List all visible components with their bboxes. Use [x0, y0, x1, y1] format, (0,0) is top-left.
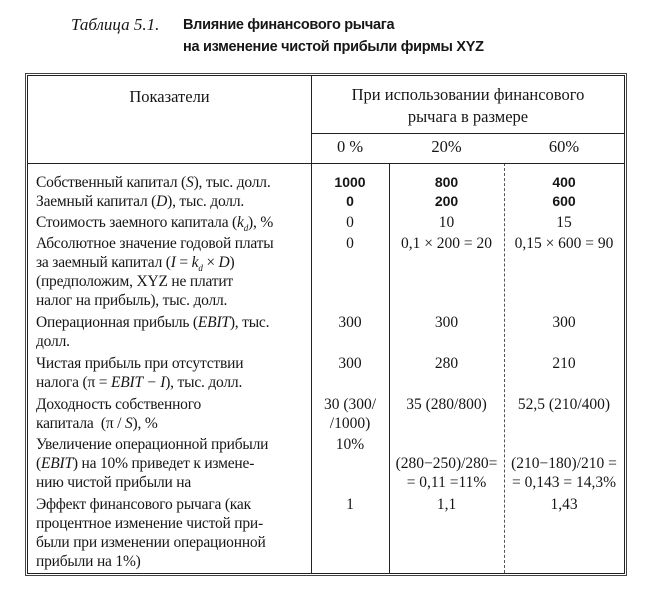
value-60-percent: 1,43: [550, 496, 578, 513]
row-label-part: Доходность собственного капитала (π /: [36, 396, 202, 432]
row-label-part: S: [186, 174, 194, 191]
row-label-part: ) (предположим, XYZ не платит налог на прибыль), тыс. долл.: [36, 254, 235, 309]
row-label-part: D: [156, 193, 168, 210]
value-60-percent: 300: [552, 314, 576, 331]
row-label: [36, 495, 312, 571]
row-label-part: ×: [202, 254, 219, 271]
value-20-percent: 35 (280/800): [406, 396, 487, 413]
value-20-percent: 280: [434, 355, 459, 372]
row-label-part: D: [218, 254, 230, 271]
row-label-part: I: [170, 254, 176, 271]
row-label: [36, 234, 312, 310]
header-divider: [311, 133, 624, 134]
row-label-part: k: [191, 254, 199, 271]
row-label-part: EBIT: [197, 314, 230, 331]
row-label-part: ), тыс. долл.: [36, 314, 270, 350]
header-divider: [28, 163, 624, 164]
row-label-part: S: [124, 415, 133, 432]
row-label: [36, 173, 312, 192]
row-label-part: ), тыс. долл.: [193, 174, 271, 191]
row-label-part: Собственный капитал (: [36, 174, 187, 191]
value-0-percent: 10%: [335, 436, 365, 453]
header-col-60: 60%: [548, 137, 580, 156]
row-label: [36, 313, 312, 351]
value-20-percent: (280−250)/280= = 0,11 =11%: [395, 455, 498, 491]
header-group: При использовании финансового рычага в размере: [351, 85, 585, 126]
value-0-percent: 1000: [334, 174, 366, 190]
leverage-table: [27, 75, 625, 574]
value-0-percent: 30 (300/ /1000): [323, 396, 377, 432]
row-label-part: ), %: [132, 415, 158, 432]
row-label-part: d: [243, 223, 249, 234]
value-60-percent: 52,5 (210/400): [517, 396, 611, 413]
row-label-part: Абсолютное значение годовой платы за заемный капитал (: [36, 235, 274, 271]
row-label-part: Чистая прибыль при отсутствии налога (π =: [36, 355, 244, 391]
value-20-percent: 300: [434, 314, 459, 331]
value-20-percent: 1,1: [436, 496, 457, 513]
row-label-part: EBIT − I: [111, 374, 166, 391]
row-label-part: Увеличение операционной прибыли (: [36, 436, 269, 472]
row-label-part: Стоимость заемного капитала (: [36, 214, 238, 231]
row-label: [36, 192, 312, 211]
row-label-part: Эффект финансового рычага (как процентное изменение чистой при- были при изменении операционной прибыли на 1%): [36, 496, 266, 570]
value-20-percent: 800: [434, 174, 459, 190]
row-label: [36, 395, 312, 433]
table-title: [183, 14, 484, 58]
row-label: [36, 213, 312, 232]
row-label-part: ), %: [248, 214, 274, 231]
value-60-percent: 600: [552, 193, 576, 209]
value-0-percent: 0: [346, 193, 354, 209]
table-title-line1: Влияние финансового рычага: [183, 17, 395, 33]
row-label-part: EBIT: [40, 455, 73, 472]
value-0-percent: 0: [346, 214, 354, 231]
table-title-line2: на изменение чистой прибыли фирмы XYZ: [183, 39, 484, 55]
row-label-part: ) на 10% приведет к измене- нию чистой прибыли на: [36, 455, 255, 491]
header-indicators: Показатели: [129, 87, 210, 106]
value-60-percent: 400: [552, 174, 576, 190]
row-label-part: ), тыс. долл.: [167, 193, 245, 210]
value-20-percent: 200: [434, 193, 459, 209]
header-col-20: 20%: [431, 137, 462, 156]
row-label: [36, 435, 312, 492]
value-60-percent: (210−180)/210 = = 0,143 = 14,3%: [511, 455, 617, 491]
row-label-part: ), тыс. долл.: [165, 374, 243, 391]
value-0-percent: 300: [338, 314, 362, 331]
value-60-percent: 0,15 × 600 = 90: [514, 235, 614, 252]
row-label: [36, 354, 312, 392]
value-20-percent: 10: [438, 214, 455, 231]
value-20-percent: 0,1 × 200 = 20: [400, 235, 493, 252]
row-label-part: k: [237, 214, 244, 231]
row-label-part: Заемный капитал (: [36, 193, 157, 210]
value-60-percent: 15: [556, 214, 572, 231]
value-0-percent: 300: [338, 355, 362, 372]
value-60-percent: 210: [552, 355, 576, 372]
row-label-part: d: [198, 263, 203, 274]
value-0-percent: 0: [346, 235, 354, 252]
value-0-percent: 1: [346, 496, 354, 513]
table-number: Таблица 5.1.: [71, 15, 160, 34]
row-label-part: =: [175, 254, 192, 271]
row-label-part: Операционная прибыль (: [36, 314, 198, 331]
header-col-0: 0 %: [336, 137, 364, 156]
